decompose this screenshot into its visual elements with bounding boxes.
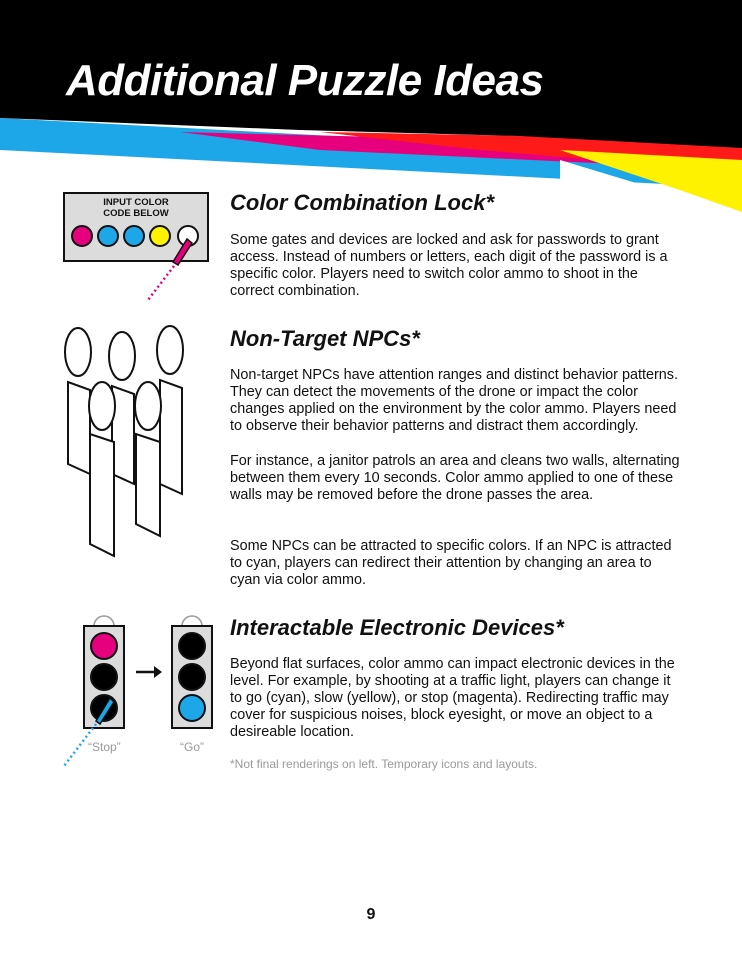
npc-body (68, 382, 90, 474)
devices-paragraph: Beyond flat surfaces, color ammo can impact electronic devices in the level. For example, by shooting at a traffic light, players can change it to go (cyan), slow (yellow), or stop (magenta). Redirecting traffic may cover for suspicious noises, block eyesight, or move an object to a desireable location. (230, 656, 675, 740)
go-caption: “Go” (180, 740, 204, 754)
lock-panel-label: INPUT COLOR CODE BELOW (103, 197, 169, 219)
page-number: 9 (366, 906, 376, 923)
off-light (179, 664, 205, 690)
npc-head (109, 332, 135, 380)
npc-head (135, 382, 161, 430)
header-banner (0, 0, 742, 215)
off-light (179, 633, 205, 659)
color-lock-paragraph: Some gates and devices are locked and ask for passwords to grant access. Instead of numbers or letters, each digit of the password is a specific color. Players need to switch color ammo to shoot in the correct combination. (230, 232, 668, 299)
light-cap (94, 616, 114, 626)
npc-head (89, 382, 115, 430)
npc-body (136, 434, 160, 536)
cyan-light (179, 695, 205, 721)
npc-head (65, 328, 91, 376)
page-title: Additional Puzzle Ideas (66, 56, 544, 105)
section-title-color-lock: Color Combination Lock* (230, 190, 494, 215)
cyan-dot (98, 226, 118, 246)
arrow-head-icon (154, 666, 162, 678)
npc-body (90, 434, 114, 556)
npcs-paragraph-3: Some NPCs can be attracted to specific colors. If an NPC is attracted to cyan, players can redirect their attention by changing an area to cyan via color ammo. (230, 538, 672, 588)
npc-head (157, 326, 183, 374)
footnote: *Not final renderings on left. Temporary icons and layouts. (230, 757, 538, 771)
yellow-dot (150, 226, 170, 246)
npcs-paragraph-1: Non-target NPCs have attention ranges and distinct behavior patterns. They can detect the movements of the drone or impact the color changes applied on the environment by the color ammo. Players need to observe their behavior patterns and distract them accordingly. (230, 367, 678, 434)
cyan-dot (124, 226, 144, 246)
stop-caption: “Stop” (88, 740, 121, 754)
section-title-npcs: Non-Target NPCs* (230, 326, 420, 351)
magenta-light (91, 633, 117, 659)
light-cap (182, 616, 202, 626)
npc-group-illustration (62, 324, 192, 558)
off-light (91, 664, 117, 690)
magenta-dot (72, 226, 92, 246)
npcs-paragraph-2: For instance, a janitor patrols an area and cleans two walls, alternating between them every 10 seconds. Color ammo applied to one of these walls may be removed before the drone passes the area. (230, 453, 680, 503)
npc-body (160, 380, 182, 494)
section-title-devices: Interactable Electronic Devices* (230, 615, 564, 640)
aim-line (148, 266, 174, 300)
